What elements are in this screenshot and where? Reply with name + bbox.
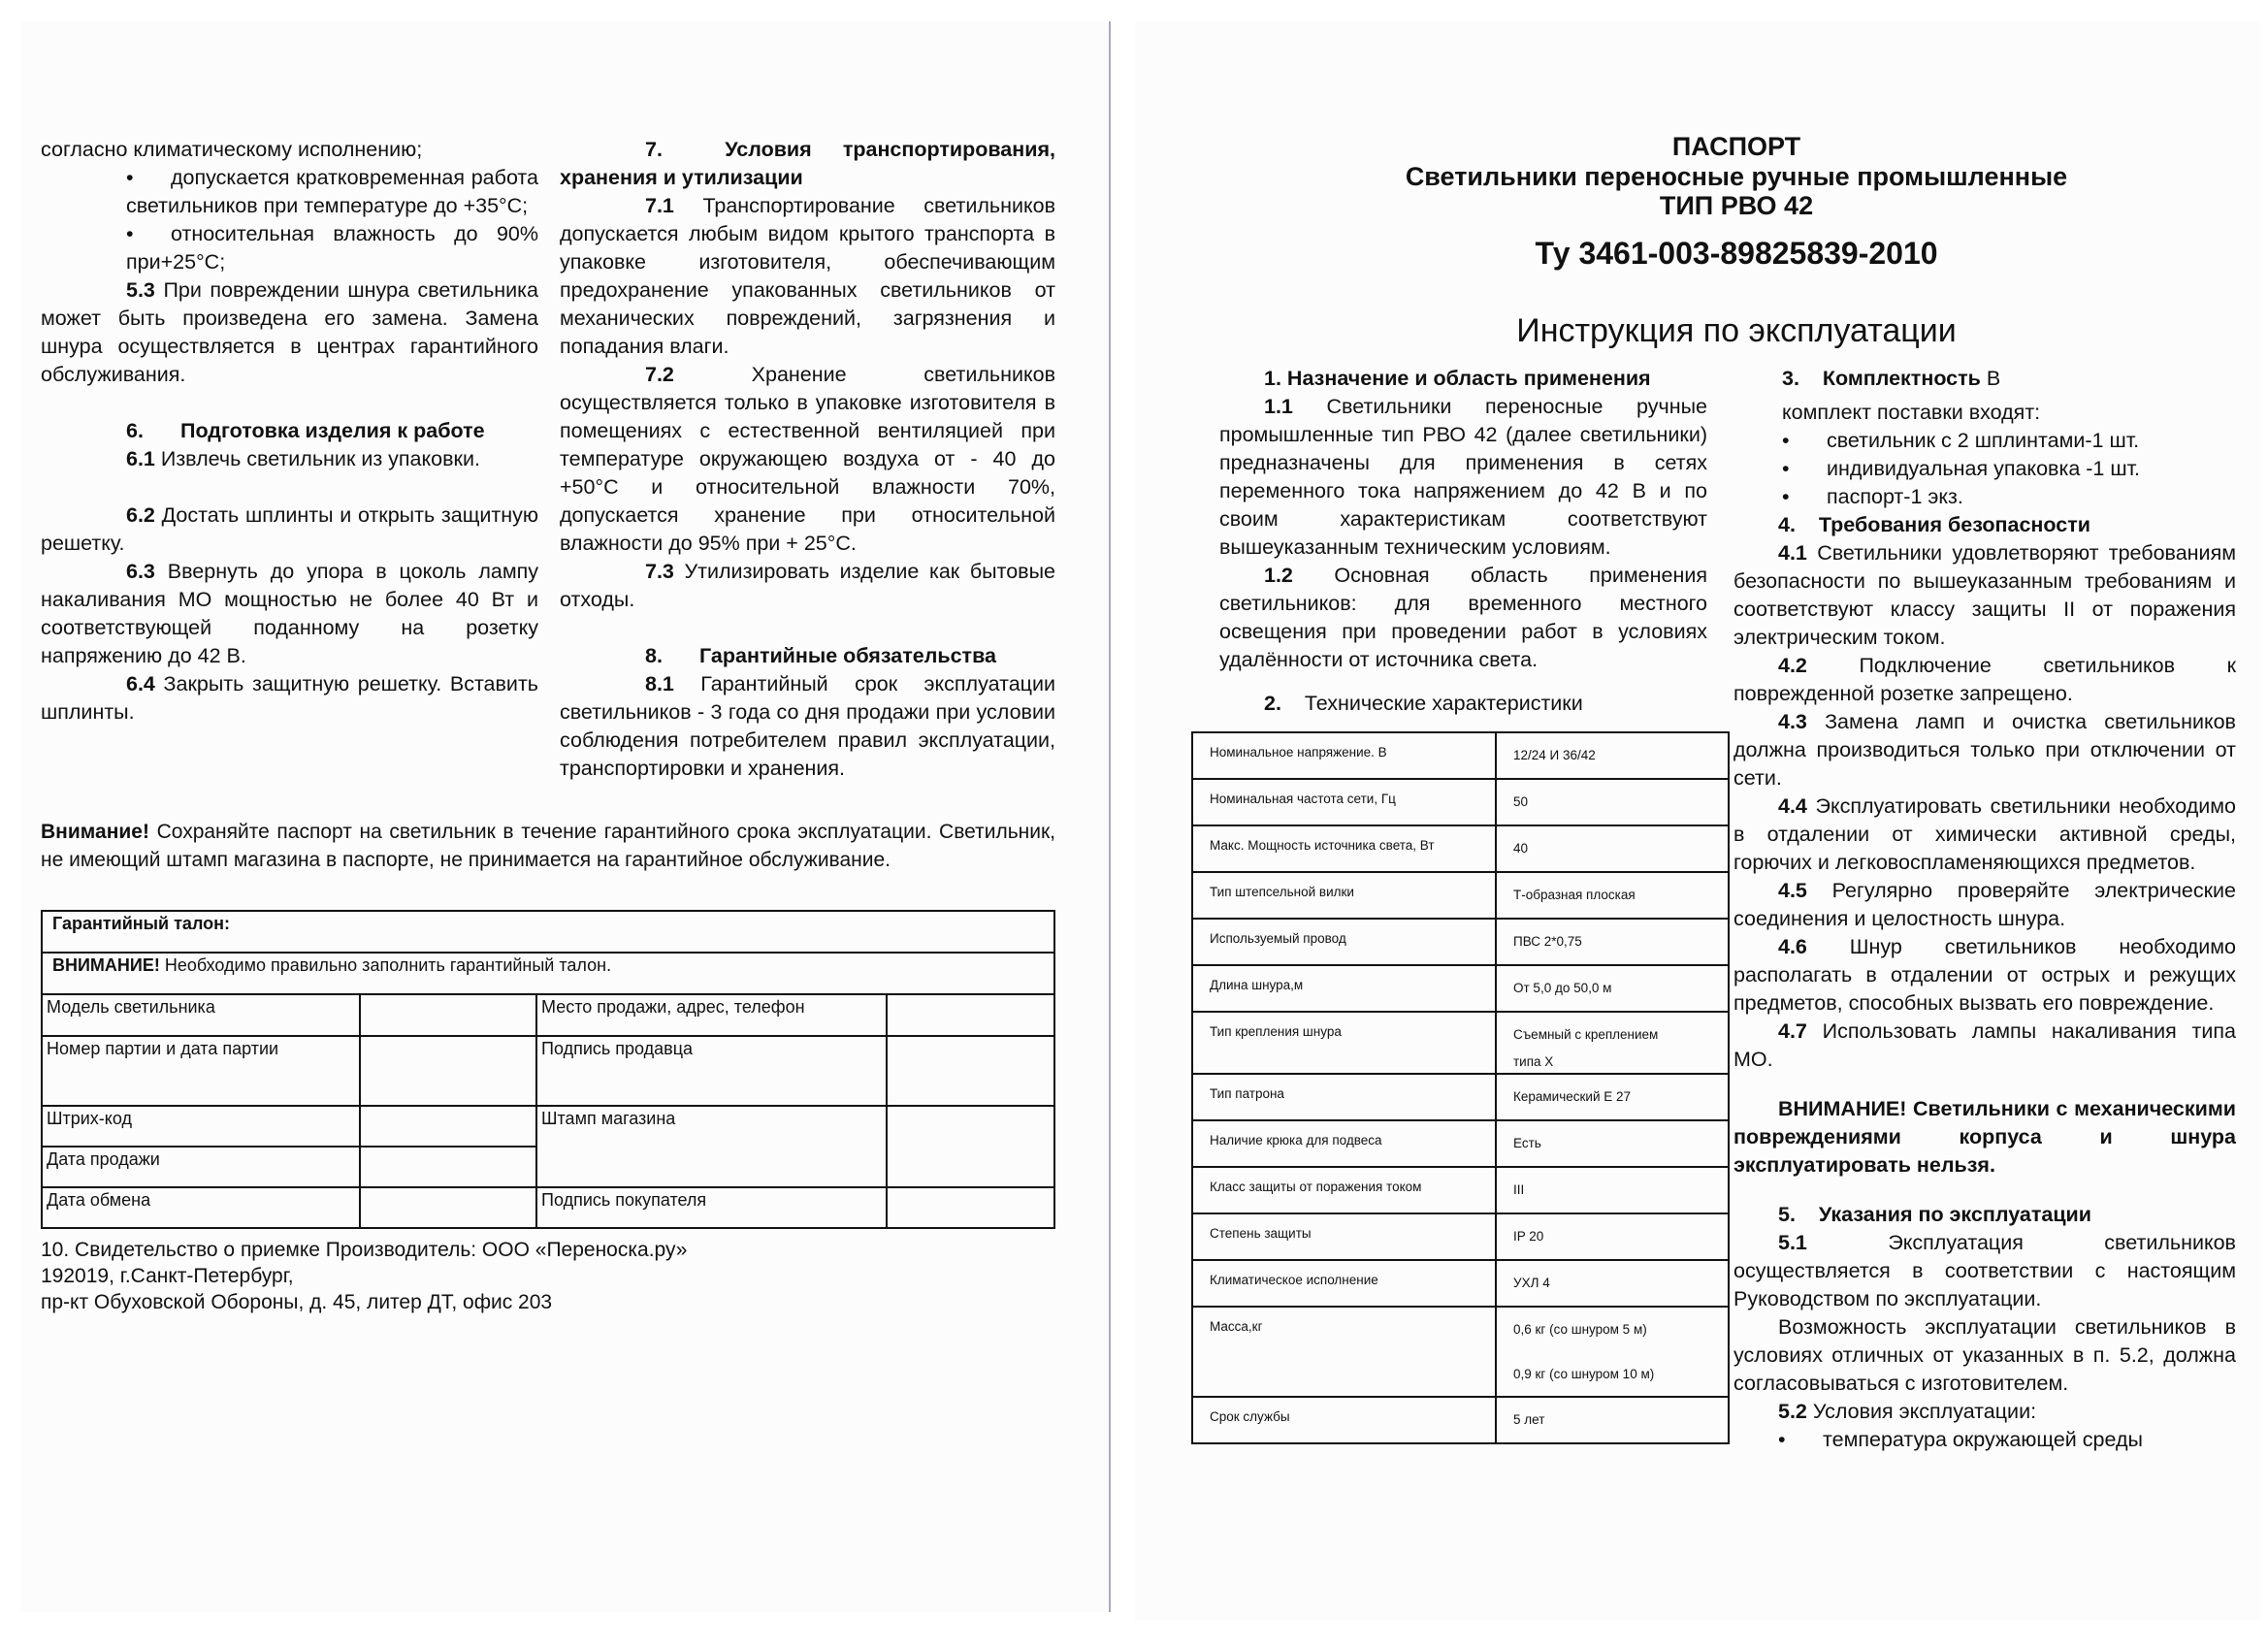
product-name: Светильники переносные ручные промышленные [1405,162,2068,191]
clause-8-1: 8.1 Гарантийный срок эксплуатации светильников - 3 года со дня продажи при условии соблюдения потребителем правил эксплуатации, транспортировки и хранения. [560,672,1055,780]
spec-row: Климатическое исполнение УХЛ 4 [1192,1260,1729,1307]
clause-7-2: 7.2 Хранение светильников осуществляется только в упаковке изготовителя в помещениях с естественной вентиляцией при температуре окружающею воздуха от - 40 до +50°С и относительной влажности 70%, допускается хранение при относительной влажности до 95% при + 25°С. [560,363,1055,555]
right-column-2 [1733,365,2236,1454]
kit-item: • светильник с 2 шплинтами-1 шт. [1782,429,2140,452]
spec-row: Длина шнура,м От 5,0 до 50,0 м [1192,965,1729,1012]
field-label-model: Модель светильника [42,994,360,1036]
clause-6-4: 6.4 Закрыть защитную решетку. Вставить шплинты. [41,672,538,724]
clause-1-1: 1.1 Светильники переносные ручные промышленные тип РВО 42 (далее светильники) предназначены для применения в сетях переменного тока напряжением до 42 В и по своим характеристикам соответствуют вышеуказанным техническим условиям. [1219,395,1707,559]
section-4-heading: 4. Требования безопасности [1778,513,2090,536]
clause-5-1: 5.1 Эксплуатация светильников осуществляется в соответствии с настоящим Руководством по эксплуатации. [1733,1231,2236,1310]
kit-item: • индивидуальная упаковка -1 шт. [1782,457,2141,480]
clause-4-7: 4.7 Использовать лампы накаливания типа МО. [1733,1019,2236,1071]
spec-row: Наличие крюка для подвеса Есть [1192,1120,1729,1167]
acceptance-certificate: 10. Свидетельство о приемке Производитель: ООО «Переноска.ру» [41,1239,688,1261]
clause-5-2: 5.2 Условия эксплуатации: [1778,1400,2037,1423]
spec-row: Макс. Мощность источника света, Вт 40 [1192,825,1729,872]
clause-4-1: 4.1 Светильники удовлетворяют требованиям безопасности по вышеуказанным требованиям и соответствуют классу защиты II от поражения электрическим током. [1733,541,2236,649]
right-column-1 [1219,365,1707,718]
field-value-place[interactable] [887,994,1054,1036]
clause-7-3: 7.3 Утилизировать изделие как бытовые отходы. [560,560,1055,611]
clause-4-5: 4.5 Регулярно проверяйте электрические соединения и целостность шнура. [1733,879,2236,930]
clause-4-3: 4.3 Замена ламп и очистка светильников должна производиться только при отключении от сети. [1733,710,2236,790]
section-6-heading: 6. Подготовка изделия к работе [126,419,485,442]
warranty-card-table [41,910,1055,1229]
spec-row: Тип крепления шнура Съемный с креплением типа Х [1192,1012,1729,1074]
field-value-shop-stamp[interactable] [887,1106,1054,1187]
spec-row: Срок службы 5 лет [1192,1397,1729,1443]
kit-item: • паспорт-1 экз. [1782,485,1963,508]
field-value-sale-date[interactable] [360,1147,536,1187]
field-label-exchange-date: Дата обмена [42,1187,360,1228]
manufacturer-info [41,1237,687,1315]
left-column-2 [560,136,1055,783]
field-label-shop-stamp: Штамп магазина [536,1106,887,1187]
warranty-warning: Внимание! Сохраняйте паспорт на светильник в течение гарантийного срока эксплуатации. Светильник, не имеющий штамп магазина в паспорте, не принимается на гарантийное обслуживание. [41,821,1055,871]
passport-header [1213,131,2260,350]
page-divider [1109,21,1111,1612]
clause-1-2: 1.2 Основная область применения светильников: для временного местного освещения при проведении работ в условиях удалённости от источника света. [1219,564,1707,671]
section-1-heading: 1. Назначение и область применения [1264,367,1651,390]
spec-row: Тип патрона Керамический Е 27 [1192,1074,1729,1120]
bullet-item: • допускается кратковременная работа светильников при температуре до +35°С; [126,166,538,217]
section-8-heading: 8. Гарантийные обязательства [645,644,996,667]
spec-row: Тип штепсельной вилки Т-образная плоская [1192,872,1729,919]
clause-5-3: 5.3 При повреждении шнура светильника может быть произведена его замена. Замена шнура осуществляется в центрах гарантийного обслуживания. [41,278,538,386]
spec-row: Масса,кг 0,6 кг (со шнуром 5 м) 0,9 кг (со шнуром 10 м) [1192,1307,1729,1397]
field-value-barcode[interactable] [360,1106,536,1147]
spec-row: Номинальная частота сети, Гц 50 [1192,779,1729,825]
field-value-buyer-signature[interactable] [887,1187,1054,1228]
kit-intro: комплект поставки входят: [1782,401,2041,424]
address-line-1: 192019, г.Санкт-Петербург, [41,1265,294,1287]
field-label-seller-signature: Подпись продавца [536,1036,887,1106]
field-label-place: Место продажи, адрес, телефон [536,994,887,1036]
field-value-seller-signature[interactable] [887,1036,1054,1106]
field-label-buyer-signature: Подпись покупателя [536,1187,887,1228]
section-2-heading: 2. Технические характеристики [1264,692,1583,715]
manual-title: Инструкция по эксплуатации [1516,312,1957,349]
warranty-card-notice: ВНИМАНИЕ! Необходимо правильно заполнить гарантийный талон. [42,953,1054,994]
clause-6-1: 6.1 Извлечь светильник из упаковки. [126,447,480,470]
field-label-batch: Номер партии и дата партии [42,1036,360,1106]
field-value-model[interactable] [360,994,536,1036]
clause-6-3: 6.3 Ввернуть до упора в цоколь лампу накаливания МО мощностью не более 40 Вт и соответствующей поданному на розетку напряжению до 42 В. [41,560,538,667]
address-line-2: пр-кт Обуховской Обороны, д. 45, литер ДТ, офис 203 [41,1291,553,1313]
damage-warning: ВНИМАНИЕ! Светильники с механическими повреждениями корпуса и шнура эксплуатировать нельзя. [1733,1097,2236,1177]
condition-item: • температура окружающей среды [1778,1428,2143,1451]
left-column-1 [41,136,538,727]
clause-5-1-extra: Возможность эксплуатации светильников в условиях отличных от указанных в п. 5.2, должна согласовываться с изготовителем. [1733,1315,2236,1395]
section-7-heading: 7. Условия транспортирования, хранения и утилизации [560,138,1055,189]
section-3-heading: 3. Комплектность В [1782,367,2001,390]
field-label-sale-date: Дата продажи [42,1147,360,1187]
spec-row: Используемый провод ПВС 2*0,75 [1192,919,1729,965]
spec-row: Номинальное напряжение. В 12/24 И 36/42 [1192,732,1729,779]
technical-specs-table [1191,731,1730,1444]
continuation-text: согласно климатическому исполнению; [41,138,423,161]
bullet-item: • относительная влажность до 90% при+25°С; [126,222,538,274]
spec-row: Степень защиты IP 20 [1192,1213,1729,1260]
clause-4-6: 4.6 Шнур светильников необходимо располагать в отдалении от острых и режущих предметов, способных вызвать его повреждение. [1733,935,2236,1015]
clause-6-2: 6.2 Достать шплинты и открыть защитную решетку. [41,503,538,555]
spec-code: Ту 3461-003-89825839-2010 [1535,236,1938,271]
document-title: ПАСПОРТ [1671,132,1801,161]
field-label-barcode: Штрих-код [42,1106,360,1147]
field-value-exchange-date[interactable] [360,1187,536,1228]
spec-row: Класс защиты от поражения током III [1192,1167,1729,1213]
clause-7-1: 7.1 Транспортирование светильников допускается любым видом крытого транспорта в упаковке изготовителя, обеспечивающим предохранение упакованных светильников от механических повреждений, загрязнения и попадания влаги. [560,194,1055,358]
section-5-heading: 5. Указания по эксплуатации [1778,1203,2091,1226]
warranty-card-title: Гарантийный талон: [42,911,1054,953]
clause-4-2: 4.2 Подключение светильников к поврежденной розетке запрещено. [1733,654,2236,705]
field-value-batch[interactable] [360,1036,536,1106]
product-type: ТИП РВО 42 [1659,191,1814,220]
clause-4-4: 4.4 Эксплуатировать светильники необходимо в отдалении от химически активной среды, горючих и легковоспламеняющихся предметов. [1733,794,2236,874]
